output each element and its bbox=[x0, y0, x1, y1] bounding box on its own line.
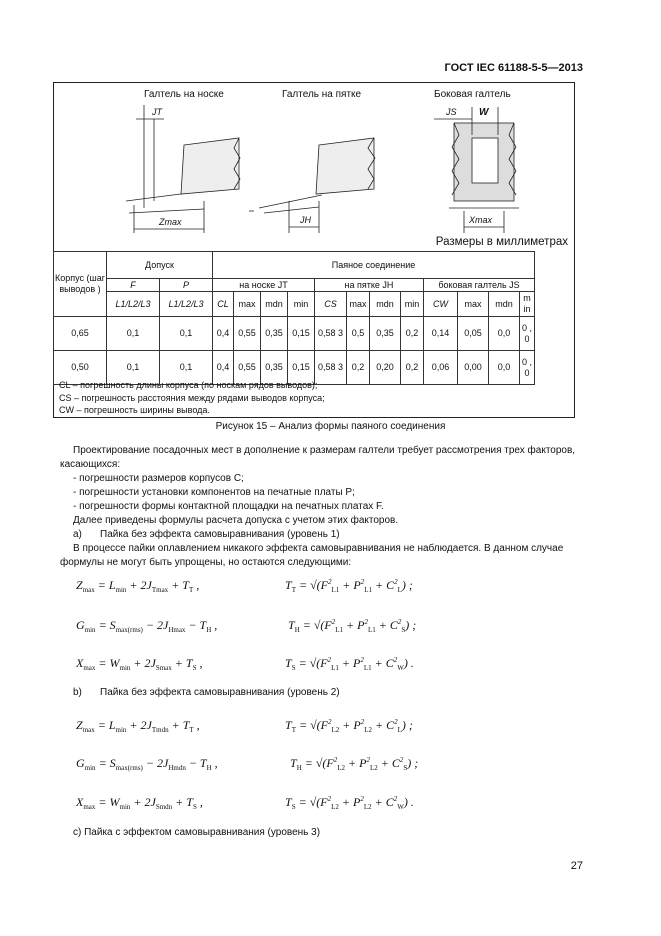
table-cell: 0,1 bbox=[160, 317, 213, 351]
toe-view-title: Галтель на носке bbox=[144, 89, 224, 100]
table-cell: 0,0 bbox=[489, 317, 520, 351]
case-b-label: b) bbox=[73, 687, 82, 698]
table-cell: 0 , 0 bbox=[520, 317, 535, 351]
units-note: Размеры в миллиметрах bbox=[435, 236, 568, 248]
xmax-label: Xmax bbox=[469, 215, 493, 225]
case-a-title: Пайка без эффекта самовыравнивания (уровень 1) bbox=[100, 529, 340, 540]
solder-fillet-diagram bbox=[54, 83, 573, 253]
tolerance-table bbox=[53, 251, 535, 385]
table-cell: 0,06 bbox=[424, 351, 458, 385]
formula-xmax-2: $X_{max} = W_{min} + 2J_{Smdn} + T_S$ , bbox=[76, 795, 203, 811]
sub-8: mdn bbox=[370, 292, 401, 317]
jh-label: JH bbox=[300, 215, 311, 225]
sub-3: max bbox=[234, 292, 261, 317]
sub-6: CS bbox=[315, 292, 347, 317]
col-solder: Паяное соединение bbox=[213, 252, 535, 279]
note-cs: CS – погрешность расстояния между рядами выводов корпуса; bbox=[59, 392, 325, 403]
table-cell: 0,15 bbox=[288, 351, 315, 385]
table-cell: 0,55 bbox=[234, 317, 261, 351]
table-cell: 0,1 bbox=[160, 351, 213, 385]
note-cw: CW – погрешность ширины вывода. bbox=[59, 405, 210, 415]
formula-tt-1: $T_T = √(F^2_{L1} + P^2_{L1} + C^2_L)$ ; bbox=[285, 578, 413, 594]
case-a-paragraph: В процессе пайки оплавлением никакого эффекта самовыравнивания не наблюдается. В данном случае формулы не могут быть упрощены, но остаются следующими: bbox=[60, 543, 564, 568]
sub-10: CW bbox=[424, 292, 458, 317]
table-cell: 0,4 bbox=[213, 351, 234, 385]
note-cl: CL – погрешность длины корпуса (по носкам рядов выводов); bbox=[59, 380, 318, 390]
sub-5: min bbox=[288, 292, 315, 317]
table-cell: 0,0 bbox=[489, 351, 520, 385]
table-cell: 0,4 bbox=[213, 317, 234, 351]
sub-11: max bbox=[458, 292, 489, 317]
formula-gmin-2: $G_{min} = S_{max(rms)} - 2J_{Hmdn} - T_H$ , bbox=[76, 756, 218, 772]
table-cell: 0,05 bbox=[458, 317, 489, 351]
h-heel: на пятке JH bbox=[315, 279, 424, 292]
js-label: JS bbox=[446, 107, 457, 117]
table-cell: 0,35 bbox=[261, 351, 288, 385]
sub-0: L1/L2/L3 bbox=[107, 292, 160, 317]
sub-7: max bbox=[347, 292, 370, 317]
formula-th-1: $T_H = √(F^2_{L1} + P^2_{L1} + C^2_S)$ ; bbox=[288, 618, 417, 634]
side-view-title: Боковая галтель bbox=[434, 89, 511, 100]
table-cell: 0,58 3 bbox=[315, 317, 347, 351]
sub-4: mdn bbox=[261, 292, 288, 317]
table-cell: 0,65 bbox=[54, 317, 107, 351]
table-cell: 0,14 bbox=[424, 317, 458, 351]
page-number: 27 bbox=[570, 860, 583, 872]
col-body: Корпус (шаг выводов ) bbox=[54, 252, 107, 317]
table-notes bbox=[59, 379, 325, 417]
h-f: F bbox=[107, 279, 160, 292]
formula-th-2: $T_H = √(F^2_{L2} + P^2_{L2} + C^2_S)$ ; bbox=[290, 756, 419, 772]
table-cell: 0,2 bbox=[401, 351, 424, 385]
case-a-label: a) bbox=[73, 529, 82, 540]
table-cell: 0,58 3 bbox=[315, 351, 347, 385]
heel-view-title: Галтель на пятке bbox=[282, 89, 362, 100]
formula-zmax-1: $Z_{max} = L_{min} + 2J_{Tmax} + T_T$ , bbox=[76, 578, 200, 594]
table-cell: 0,00 bbox=[458, 351, 489, 385]
figure-frame bbox=[53, 82, 575, 418]
table-cell: 0 , 0 bbox=[520, 351, 535, 385]
table-cell: 0,5 bbox=[347, 317, 370, 351]
h-side: боковая галтель JS bbox=[424, 279, 535, 292]
formula-gmin-1: $G_{min} = S_{max(rms)} - 2J_{Hmax} - T_H$ , bbox=[76, 618, 218, 634]
col-tolerance: Допуск bbox=[107, 252, 213, 279]
standard-header: ГОСТ IEC 61188-5-5—2013 bbox=[444, 62, 583, 74]
formula-ts-2: $T_S = √(F^2_{L2} + P^2_{L2} + C^2_W)$ . bbox=[285, 795, 414, 811]
formula-tt-2: $T_T = √(F^2_{L2} + P^2_{L2} + C^2_L)$ ; bbox=[285, 718, 413, 734]
case-c-title: с) Пайка с эффектом самовыравнивания (уровень 3) bbox=[73, 827, 321, 838]
sub-12: mdn bbox=[489, 292, 520, 317]
sub-1: L1/L2/L3 bbox=[160, 292, 213, 317]
table-cell: 0,1 bbox=[107, 317, 160, 351]
bullet-p: - погрешности установки компонентов на печатные платы P; bbox=[73, 487, 355, 498]
formula-zmax-2: $Z_{max} = L_{min} + 2J_{Tmdn} + T_T$ , bbox=[76, 718, 200, 734]
zmax-label: Zmax bbox=[159, 217, 182, 227]
sub-2: CL bbox=[213, 292, 234, 317]
jt-label: JT bbox=[152, 107, 162, 117]
table-cell: 0,2 bbox=[401, 317, 424, 351]
case-b-title: Пайка без эффекта самовыравнивания (уровень 2) bbox=[100, 687, 340, 698]
formula-intro: Далее приведены формулы расчета допуска с учетом этих факторов. bbox=[73, 515, 399, 526]
h-p: P bbox=[160, 279, 213, 292]
table-cell: 0,35 bbox=[370, 317, 401, 351]
h-toe: на носке JT bbox=[213, 279, 315, 292]
w-label: W bbox=[479, 107, 489, 118]
figure-caption: Рисунок 15 – Анализ формы паяного соединения bbox=[215, 421, 446, 432]
bullet-f: - погрешности формы контактной площадки на печатных платах F. bbox=[73, 501, 384, 512]
table-cell: 0,1 bbox=[107, 351, 160, 385]
formula-xmax-1: $X_{max} = W_{min} + 2J_{Smax} + T_S$ , bbox=[76, 656, 203, 672]
table-cell: 0,20 bbox=[370, 351, 401, 385]
sub-13: m in bbox=[520, 292, 535, 317]
table-cell: 0,55 bbox=[234, 351, 261, 385]
table-cell: 0,35 bbox=[261, 317, 288, 351]
intro-paragraph: Проектирование посадочных мест в дополнение к размерам галтели требует рассмотрения трех факторов, касающихся: bbox=[60, 445, 576, 470]
sub-9: min bbox=[401, 292, 424, 317]
table-cell: 0,15 bbox=[288, 317, 315, 351]
bullet-c: - погрешности размеров корпусов C; bbox=[73, 473, 244, 484]
formula-ts-1: $T_S = √(F^2_{L1} + P^2_{L1} + C^2_W)$ . bbox=[285, 656, 414, 672]
table-cell: 0,50 bbox=[54, 351, 107, 385]
table-cell: 0,2 bbox=[347, 351, 370, 385]
